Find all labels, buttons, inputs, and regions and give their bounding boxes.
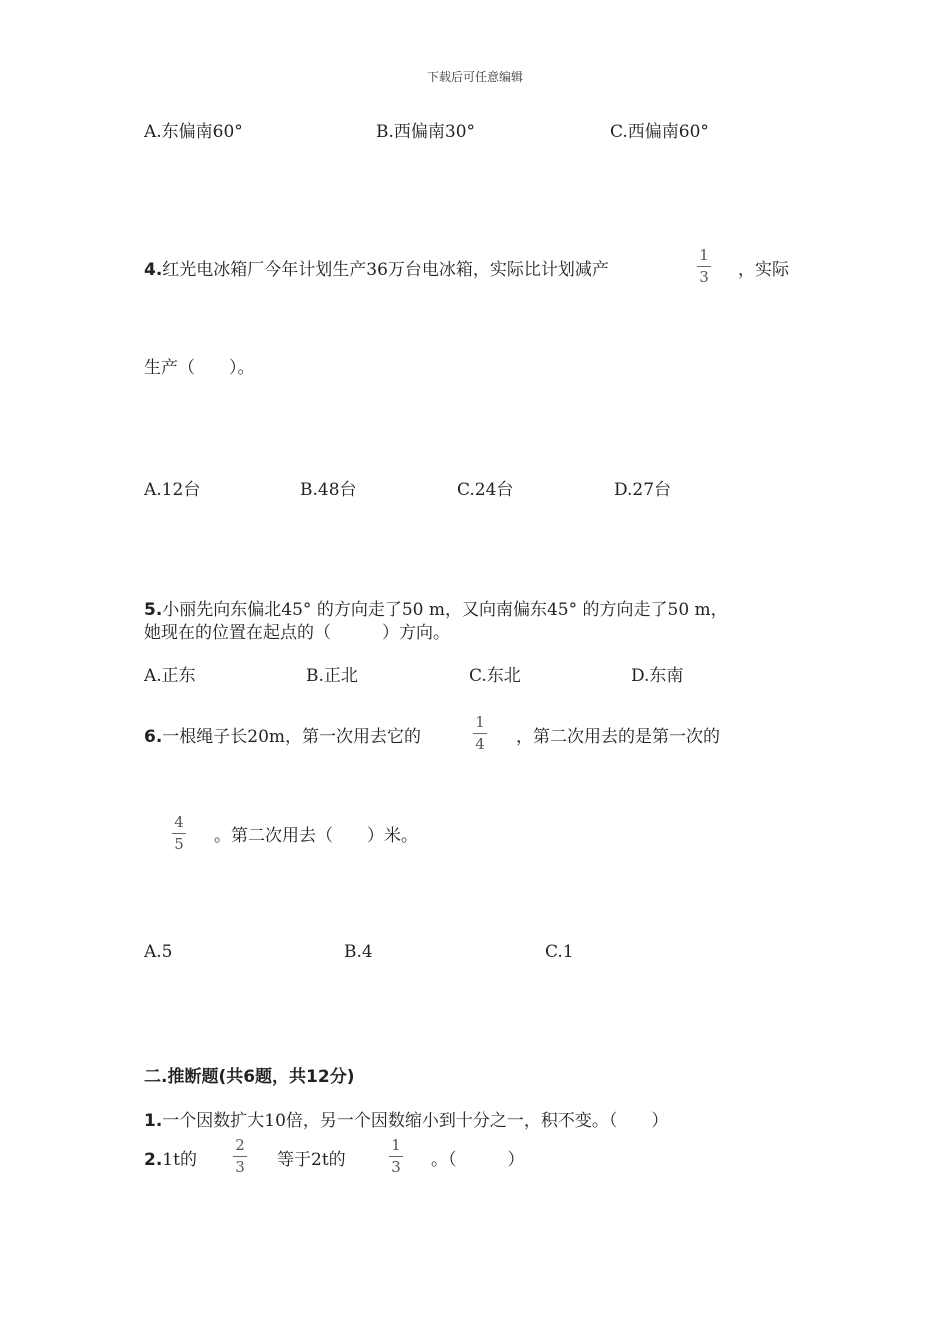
q4-fraction	[697, 248, 711, 285]
q5-option-c[interactable]: C.东北	[469, 666, 521, 686]
q5-line2: 她现在的位置在起点的（ ）方向。	[144, 623, 450, 643]
q6-fraction-2-numerator: 4	[174, 813, 184, 831]
q6-fraction-1	[473, 715, 487, 752]
q3-option-a[interactable]: A.东偏南60°	[144, 122, 243, 142]
q6-option-b[interactable]: B.4	[344, 942, 373, 962]
s2-q2-text-b: 等于2t的	[277, 1150, 346, 1170]
q4-text-c: 生产（ ）。	[144, 358, 255, 378]
section-2-title: 二.推断题(共6题，共12分)	[144, 1067, 355, 1087]
q6-fraction-1-denominator: 4	[475, 735, 485, 753]
q6-number: 6.	[144, 727, 163, 747]
s2-q2-fraction-1-numerator: 2	[235, 1136, 245, 1154]
fraction-bar	[233, 1156, 247, 1157]
s2-q1-text: 一个因数扩大10倍，另一个因数缩小到十分之一，积不变。（ ）	[162, 1111, 669, 1131]
q5-option-b[interactable]: B.正北	[306, 666, 358, 686]
q5-line1	[144, 595, 728, 620]
fraction-bar	[172, 833, 186, 834]
page-header: 下载后可任意编辑	[426, 70, 523, 84]
q6-fraction-1-numerator: 1	[475, 713, 485, 731]
q6-option-c[interactable]: C.1	[545, 942, 574, 962]
s2-q2-text-c: 。（ ）	[431, 1150, 525, 1170]
s2-q2	[144, 1145, 197, 1170]
s2-q1	[144, 1106, 668, 1131]
q6-question	[144, 722, 421, 747]
q6-fraction-2-denominator: 5	[174, 835, 184, 853]
q5-option-a[interactable]: A.正东	[144, 666, 196, 686]
s2-q2-number: 2.	[144, 1150, 163, 1170]
q6-fraction-2	[172, 815, 186, 852]
q4-fraction-denominator: 3	[699, 268, 709, 286]
q5-option-d[interactable]: D.东南	[631, 666, 684, 686]
s2-q2-fraction-2	[389, 1138, 403, 1175]
fraction-bar	[389, 1156, 403, 1157]
s2-q2-fraction-1	[233, 1138, 247, 1175]
q4-text-a: 红光电冰箱厂今年计划生产36万台电冰箱，实际比计划减产	[162, 260, 609, 280]
q4-option-d[interactable]: D.27台	[614, 480, 672, 500]
q6-text-b: ，第二次用去的是第一次的	[516, 727, 720, 747]
fraction-bar	[697, 266, 711, 267]
q4-text-b: ，实际	[738, 260, 789, 280]
s2-q2-fraction-2-numerator: 1	[391, 1136, 401, 1154]
q5-number: 5.	[144, 600, 163, 620]
s2-q2-fraction-2-denominator: 3	[391, 1158, 401, 1176]
q4-question	[144, 255, 609, 280]
s2-q2-text-a: 1t的	[162, 1150, 197, 1170]
q4-option-a[interactable]: A.12台	[144, 480, 201, 500]
q6-text-a: 一根绳子长20m，第一次用去它的	[162, 727, 422, 747]
s2-q1-number: 1.	[144, 1111, 163, 1131]
q4-option-c[interactable]: C.24台	[457, 480, 514, 500]
fraction-bar	[473, 733, 487, 734]
q4-option-b[interactable]: B.48台	[300, 480, 357, 500]
q4-number: 4.	[144, 260, 163, 280]
q5-text-line1: 小丽先向东偏北45° 的方向走了50 m，又向南偏东45° 的方向走了50 m，	[162, 600, 728, 620]
q4-fraction-numerator: 1	[699, 246, 709, 264]
s2-q2-fraction-1-denominator: 3	[235, 1158, 245, 1176]
q3-option-b[interactable]: B.西偏南30°	[376, 122, 476, 142]
q6-text-c: 。第二次用去（ ）米。	[214, 826, 418, 846]
q3-option-c[interactable]: C.西偏南60°	[610, 122, 709, 142]
q6-option-a[interactable]: A.5	[144, 942, 173, 962]
